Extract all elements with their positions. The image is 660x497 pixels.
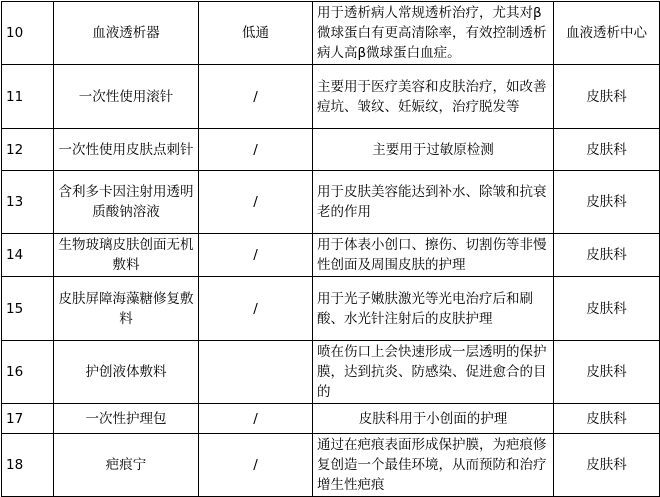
department: 皮肤科 [554, 341, 660, 404]
row-number: 12 [2, 129, 54, 171]
product-usage: 用于透析病人常规透析治疗，尤其对β微球蛋白有更高清除率，有效控制透析病人高β微球蛋白血症。 [313, 2, 554, 65]
product-spec: / [199, 434, 313, 497]
product-usage: 用于体表小创口、擦伤、切割伤等非慢性创面及周围皮肤的护理 [313, 234, 554, 277]
product-usage: 用于皮肤美容能达到补水、除皱和抗衰老的作用 [313, 171, 554, 234]
product-name: 生物玻璃皮肤创面无机敷料 [54, 234, 199, 277]
product-name: 含利多卡因注射用透明质酸钠溶液 [54, 171, 199, 234]
department: 皮肤科 [554, 129, 660, 171]
product-usage: 皮肤科用于小创面的护理 [313, 404, 554, 434]
product-name: 一次性使用滚针 [54, 65, 199, 129]
row-number: 13 [2, 171, 54, 234]
product-name: 血液透析器 [54, 2, 199, 65]
row-number: 18 [2, 434, 54, 497]
department: 皮肤科 [554, 234, 660, 277]
product-usage: 主要用于医疗美容和皮肤治疗，如改善痘坑、皱纹、妊娠纹，治疗脱发等 [313, 65, 554, 129]
department: 皮肤科 [554, 277, 660, 341]
department: 皮肤科 [554, 171, 660, 234]
department: 血液透析中心 [554, 2, 660, 65]
table-row [2, 129, 660, 171]
department: 皮肤科 [554, 434, 660, 497]
table-row [2, 277, 660, 341]
product-name: 皮肤屏障海藻糖修复敷料 [54, 277, 199, 341]
table-row [2, 404, 660, 434]
product-usage: 主要用于过敏原检测 [313, 129, 554, 171]
row-number: 15 [2, 277, 54, 341]
row-number: 14 [2, 234, 54, 277]
product-spec: / [199, 404, 313, 434]
department: 皮肤科 [554, 65, 660, 129]
row-number: 10 [2, 2, 54, 65]
department: 皮肤科 [554, 404, 660, 434]
product-table [1, 1, 660, 497]
row-number: 16 [2, 341, 54, 404]
table-row [2, 65, 660, 129]
product-name: 一次性护理包 [54, 404, 199, 434]
table-row [2, 341, 660, 404]
product-spec [199, 341, 313, 404]
product-spec: / [199, 65, 313, 129]
product-usage: 通过在疤痕表面形成保护膜，为疤痕修复创造一个最佳环境，从而预防和治疗增生性疤痕 [313, 434, 554, 497]
table-row [2, 234, 660, 277]
product-usage: 用于光子嫩肤激光等光电治疗后和刷酸、水光针注射后的皮肤护理 [313, 277, 554, 341]
product-spec: / [199, 234, 313, 277]
product-name: 疤痕宁 [54, 434, 199, 497]
table-row [2, 2, 660, 65]
product-name: 一次性使用皮肤点刺针 [54, 129, 199, 171]
product-spec: 低通 [199, 2, 313, 65]
product-spec: / [199, 277, 313, 341]
row-number: 17 [2, 404, 54, 434]
product-spec: / [199, 129, 313, 171]
product-usage: 喷在伤口上会快速形成一层透明的保护膜，达到抗炎、防感染、促进愈合的目的 [313, 341, 554, 404]
table-row [2, 171, 660, 234]
table-row [2, 434, 660, 497]
product-name: 护创液体敷料 [54, 341, 199, 404]
product-spec: / [199, 171, 313, 234]
row-number: 11 [2, 65, 54, 129]
